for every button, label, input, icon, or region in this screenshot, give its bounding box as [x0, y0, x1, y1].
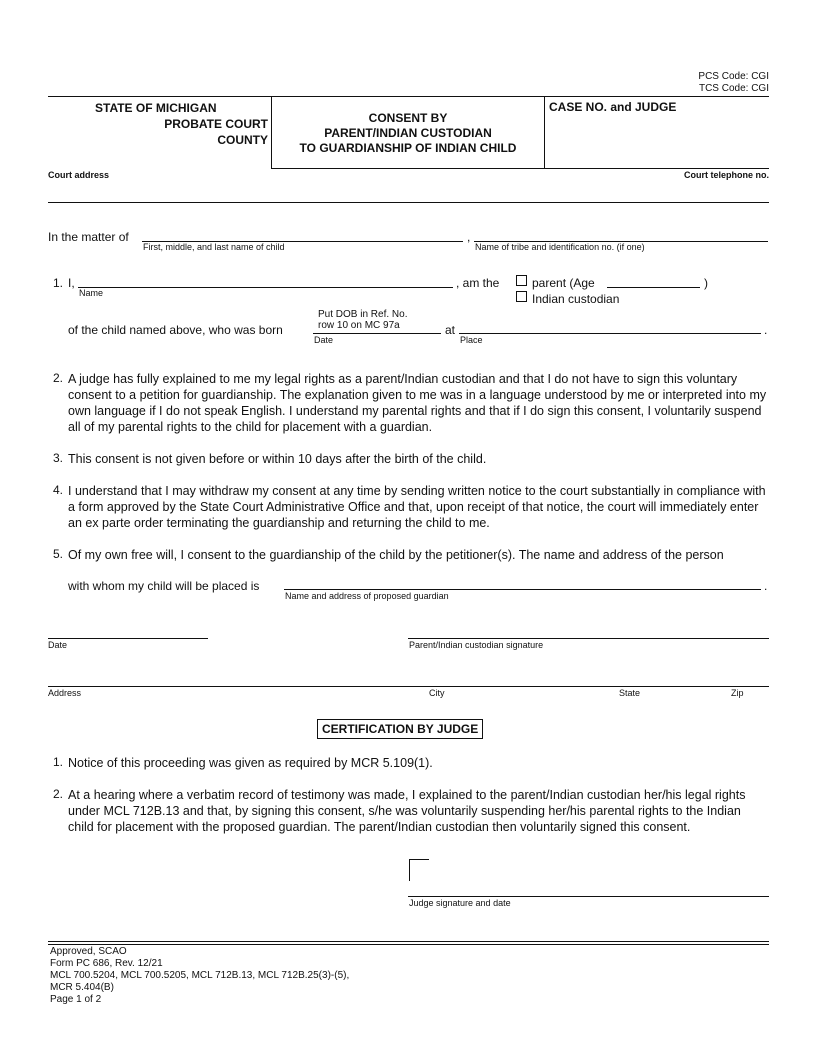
item-1-number: 1.	[53, 276, 64, 290]
parent-option-label: parent (Age	[532, 276, 595, 290]
court-name: PROBATE COURT	[164, 117, 268, 131]
parent-name-caption: Name	[79, 288, 104, 298]
court-caption	[60, 100, 268, 148]
county-label: COUNTY	[217, 133, 268, 147]
footer-line-4: MCR 5.404(B)	[50, 982, 114, 993]
item-4-text: I understand that I may withdraw my consent at any time by sending written notice to the court substantially in compliance with a form approved by the State Court Administrative Office and that, upon receipt of that notice, the court will immediately enter an ex parte order terminating the guardianship and returning the child to me.	[68, 484, 766, 530]
tcs-code: TCS Code: CGI	[698, 83, 769, 94]
item-5-period: .	[764, 579, 768, 593]
parent-age-field[interactable]	[607, 287, 700, 288]
dob-note-line-1: Put DOB in Ref. No.	[318, 309, 408, 320]
case-no-label: CASE NO. and JUDGE	[549, 100, 677, 114]
guardian-caption: Name and address of proposed guardian	[285, 591, 449, 601]
parent-age-close: )	[704, 276, 708, 290]
judge-signature-field[interactable]	[408, 896, 769, 897]
form-codes	[698, 71, 769, 95]
title-line-2: PARENT/INDIAN CUSTODIAN	[324, 126, 492, 140]
cert-1-number: 1.	[53, 755, 64, 769]
footer-line-3: MCL 700.5204, MCL 700.5205, MCL 712B.13, MCL 712B.25(3)-(5),	[50, 970, 350, 981]
indian-custodian-checkbox[interactable]	[516, 291, 527, 302]
item-5-number: 5.	[53, 547, 64, 561]
item-3-number: 3.	[53, 451, 64, 465]
sign-date-label: Date	[48, 640, 68, 650]
date-caption: Date	[314, 335, 334, 345]
header-top-rule	[48, 96, 769, 97]
item-5-text: Of my own free will, I consent to the guardianship of the child by the petitioner(s). The name and address of the person	[68, 548, 724, 562]
footer-line-2: Form PC 686, Rev. 12/21	[50, 958, 163, 969]
header-divider-right	[544, 96, 545, 168]
place-caption: Place	[460, 335, 483, 345]
zip-label: Zip	[731, 688, 744, 698]
born-text: of the child named above, who was born	[68, 323, 283, 337]
judge-signature-label: Judge signature and date	[409, 898, 511, 908]
tribe-caption: Name of tribe and identification no. (if one)	[475, 242, 645, 252]
child-name-caption: First, middle, and last name of child	[143, 242, 285, 252]
judge-sig-corner-h	[409, 859, 429, 860]
cert-2-text: At a hearing where a verbatim record of testimony was made, I explained to the parent/Indian custodian her/his legal rights under MCL 712B.13 and that, by signing this consent, s/he was voluntarily suspending her/his parental rights to the Indian child for placement with the proposed guardian. The parent/Indian custodian then voluntarily signed this consent.	[68, 788, 746, 834]
title-line-1: CONSENT BY	[368, 111, 448, 125]
header-bottom-rule	[271, 168, 769, 169]
item-2-number: 2.	[53, 371, 64, 385]
footer-info	[50, 946, 349, 1006]
am-the-text: , am the	[456, 276, 500, 290]
footer-line-5: Page 1 of 2	[50, 994, 102, 1005]
matter-prefix: In the matter of	[48, 230, 129, 244]
item-4-number: 4.	[53, 483, 64, 497]
footer-rule-2	[48, 944, 769, 945]
placed-text: with whom my child will be placed is	[68, 579, 260, 593]
court-telephone-label: Court telephone no.	[684, 170, 769, 180]
cert-2-number: 2.	[53, 787, 64, 801]
state-name: STATE OF MICHIGAN	[95, 101, 217, 115]
item-2-text: A judge has fully explained to me my legal rights as a parent/Indian custodian and that I do not have to sign this voluntary consent to a petition for guardianship. The explanation given to me was in a language understood by me or interpreted into my own language if I do not speak English. I understand my parental rights and that if I do sign this consent, I voluntarily suspend all of my parental rights to the child for placement with a guardian.	[68, 372, 767, 434]
item-1-i: I,	[68, 276, 75, 290]
custodian-option-label: Indian custodian	[532, 292, 620, 306]
city-label: City	[429, 688, 445, 698]
court-address-label: Court address	[48, 170, 110, 180]
item-1-period: .	[764, 323, 768, 337]
court-address-field[interactable]	[48, 202, 769, 203]
guardian-field[interactable]	[284, 589, 761, 590]
address-label: Address	[48, 688, 82, 698]
dob-note	[318, 309, 407, 331]
dob-field[interactable]	[313, 333, 441, 334]
state-label: State	[619, 688, 641, 698]
address-field[interactable]	[48, 686, 769, 687]
footer-line-1: Approved, SCAO	[50, 946, 127, 957]
judge-sig-corner-v	[409, 859, 410, 881]
birth-place-field[interactable]	[459, 333, 761, 334]
footer-rule-1	[48, 941, 769, 942]
form-title	[272, 111, 544, 156]
certification-heading: CERTIFICATION BY JUDGE	[317, 719, 483, 739]
item-3-text: This consent is not given before or within 10 days after the birth of the child.	[68, 452, 487, 466]
parent-signature-label: Parent/Indian custodian signature	[409, 640, 544, 650]
sign-date-field[interactable]	[48, 638, 208, 639]
parent-name-field[interactable]	[78, 287, 453, 288]
parent-signature-field[interactable]	[408, 638, 769, 639]
matter-comma: ,	[467, 230, 471, 244]
at-text: at	[445, 323, 456, 337]
dob-note-line-2: row 10 on MC 97a	[318, 320, 400, 331]
cert-1-text: Notice of this proceeding was given as required by MCR 5.109(1).	[68, 756, 433, 770]
title-line-3: TO GUARDIANSHIP OF INDIAN CHILD	[299, 141, 517, 155]
pcs-code: PCS Code: CGI	[698, 71, 769, 82]
parent-checkbox[interactable]	[516, 275, 527, 286]
